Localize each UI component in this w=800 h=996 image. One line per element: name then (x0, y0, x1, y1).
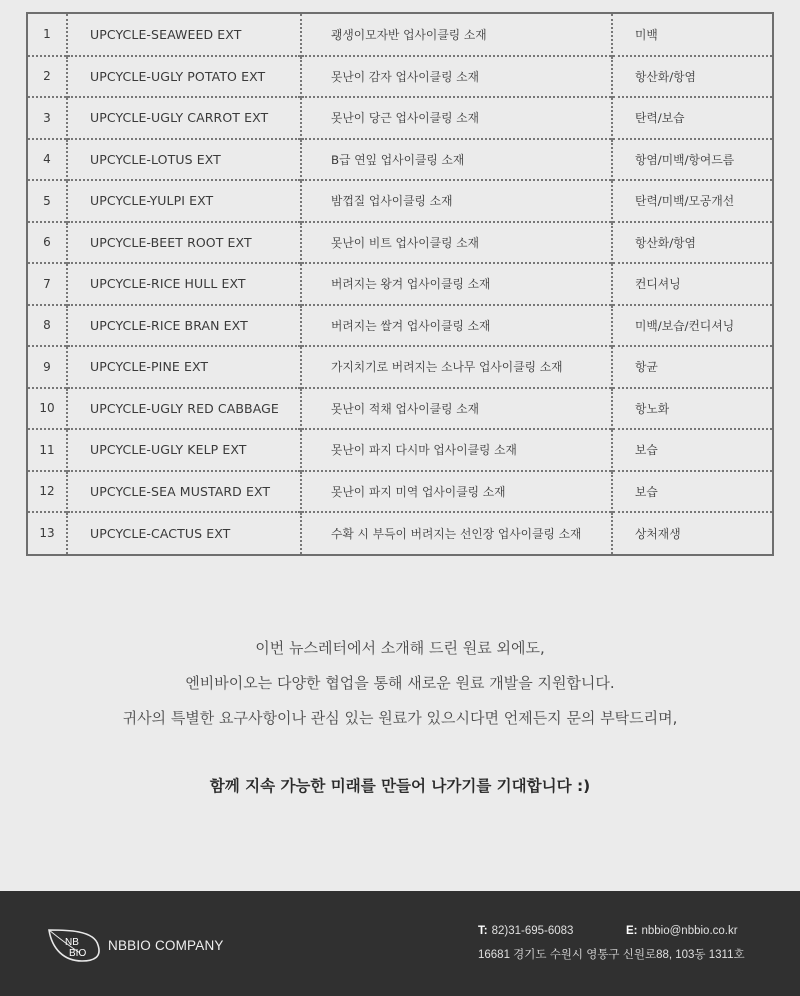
table-row (28, 263, 772, 305)
table-row (28, 346, 772, 388)
ingredient-effect: 항균 (612, 346, 772, 388)
ingredient-name: UPCYCLE-RICE BRAN EXT (67, 305, 301, 347)
phone-number[interactable]: T: 82)31-695-6083 (478, 925, 574, 937)
table-row (28, 14, 772, 56)
ingredient-description: 못난이 파지 다시마 업사이클링 소재 (301, 429, 612, 471)
ingredient-effect: 항산화/항염 (612, 222, 772, 264)
email-address[interactable]: E: nbbio@nbbio.co.kr (626, 925, 738, 937)
ingredient-description: 못난이 파지 미역 업사이클링 소재 (301, 471, 612, 513)
row-number: 4 (28, 139, 67, 181)
ingredient-effect: 보습 (612, 429, 772, 471)
ingredient-name: UPCYCLE-SEA MUSTARD EXT (67, 471, 301, 513)
message-line-2: 엔비바이오는 다양한 협업을 통해 새로운 원료 개발을 지원합니다. (185, 674, 615, 692)
table-row (28, 429, 772, 471)
logo-text-bio: BIO (69, 948, 87, 959)
message-line-1: 이번 뉴스레터에서 소개해 드린 원료 외에도, (255, 639, 545, 657)
row-number: 9 (28, 346, 67, 388)
table-row (28, 512, 772, 554)
ingredient-effect: 탄력/보습 (612, 97, 772, 139)
ingredient-effect: 미백 (612, 14, 772, 56)
row-number: 8 (28, 305, 67, 347)
ingredient-effect: 탄력/미백/모공개선 (612, 180, 772, 222)
ingredient-name: UPCYCLE-LOTUS EXT (67, 139, 301, 181)
ingredient-effect: 미백/보습/컨디셔닝 (612, 305, 772, 347)
ingredient-description: 버려지는 쌀겨 업사이클링 소재 (301, 305, 612, 347)
ingredient-effect: 보습 (612, 471, 772, 513)
row-number: 11 (28, 429, 67, 471)
ingredient-description: B급 연잎 업사이클링 소재 (301, 139, 612, 181)
row-number: 6 (28, 222, 67, 264)
ingredient-effect: 컨디셔닝 (612, 263, 772, 305)
table-row (28, 139, 772, 181)
row-number: 2 (28, 56, 67, 98)
ingredient-name: UPCYCLE-RICE HULL EXT (67, 263, 301, 305)
closing-message: 함께 지속 가능한 미래를 만들어 나가기를 기대합니다 :) (209, 777, 591, 795)
logo-text-nb: NB (65, 937, 79, 948)
row-number: 3 (28, 97, 67, 139)
ingredient-name: UPCYCLE-UGLY POTATO EXT (67, 56, 301, 98)
ingredient-description: 수확 시 부득이 버려지는 선인장 업사이클링 소재 (301, 512, 612, 554)
contact-info (478, 925, 745, 962)
row-number: 7 (28, 263, 67, 305)
ingredient-description: 못난이 당근 업사이클링 소재 (301, 97, 612, 139)
ingredient-name: UPCYCLE-SEAWEED EXT (67, 14, 301, 56)
ingredient-effect: 상처재생 (612, 512, 772, 554)
ingredient-description: 괭생이모자반 업사이클링 소재 (301, 14, 612, 56)
row-number: 12 (28, 471, 67, 513)
newsletter-message (0, 631, 800, 736)
ingredient-effect: 항염/미백/항여드름 (612, 139, 772, 181)
ingredient-description: 못난이 감자 업사이클링 소재 (301, 56, 612, 98)
ingredient-name: UPCYCLE-UGLY CARROT EXT (67, 97, 301, 139)
table-row (28, 305, 772, 347)
ingredient-description: 못난이 비트 업사이클링 소재 (301, 222, 612, 264)
ingredient-table-body (28, 14, 772, 554)
leaf-logo-icon (46, 927, 104, 963)
ingredient-name: UPCYCLE-CACTUS EXT (67, 512, 301, 554)
table-row (28, 56, 772, 98)
table-row (28, 471, 772, 513)
ingredient-name: UPCYCLE-BEET ROOT EXT (67, 222, 301, 264)
ingredient-effect: 항산화/항염 (612, 56, 772, 98)
footer (0, 891, 800, 996)
row-number: 13 (28, 512, 67, 554)
table-row (28, 180, 772, 222)
company-name: NBBIO COMPANY (108, 938, 224, 953)
table-row (28, 222, 772, 264)
ingredient-name: UPCYCLE-UGLY KELP EXT (67, 429, 301, 471)
ingredient-name: UPCYCLE-UGLY RED CABBAGE (67, 388, 301, 430)
ingredient-name: UPCYCLE-YULPI EXT (67, 180, 301, 222)
row-number: 1 (43, 27, 51, 42)
address: 16681 경기도 수원시 영통구 신원로88, 103동 1311호 (478, 949, 745, 961)
table-row (28, 97, 772, 139)
ingredient-name: UPCYCLE-PINE EXT (67, 346, 301, 388)
row-number: 5 (28, 180, 67, 222)
row-number: 10 (28, 388, 67, 430)
table-row (28, 388, 772, 430)
ingredient-table (26, 12, 774, 556)
ingredient-description: 가지치기로 버려지는 소나무 업사이클링 소재 (301, 346, 612, 388)
message-line-3: 귀사의 특별한 요구사항이나 관심 있는 원료가 있으시다면 언제든지 문의 부탁드리며, (122, 709, 678, 727)
ingredient-description: 버려지는 왕겨 업사이클링 소재 (301, 263, 612, 305)
ingredient-description: 못난이 적채 업사이클링 소재 (301, 388, 612, 430)
ingredient-effect: 항노화 (612, 388, 772, 430)
ingredient-description: 밤껍질 업사이클링 소재 (301, 180, 612, 222)
